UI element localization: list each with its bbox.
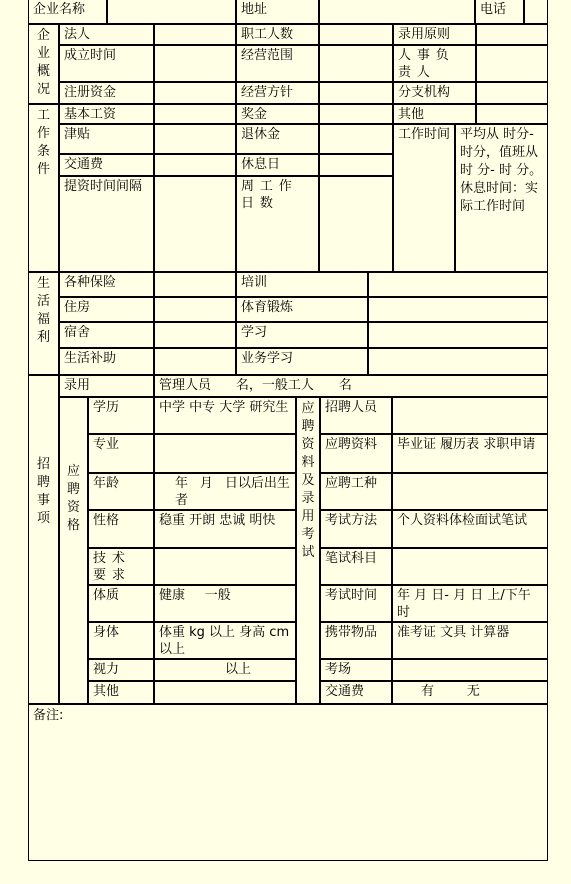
personality-label: 性格 xyxy=(88,510,154,548)
education-label: 学历 xyxy=(88,397,154,434)
address-field[interactable] xyxy=(319,0,475,24)
business-policy-label: 经营方针 xyxy=(236,82,319,104)
sports-field[interactable] xyxy=(368,297,548,322)
skill-field[interactable] xyxy=(154,548,296,585)
rest-day-label: 休息日 xyxy=(236,154,319,176)
transport-fee-value: 有 无 xyxy=(392,681,548,704)
recruiter-label: 招聘人员 xyxy=(320,397,392,434)
education-value: 中学 中专 大学 研究生 xyxy=(154,397,296,434)
business-study-field[interactable] xyxy=(368,348,548,375)
business-scope-label: 经营范围 xyxy=(236,45,319,82)
hiring-principle-field[interactable] xyxy=(476,24,548,45)
business-policy-field[interactable] xyxy=(319,82,393,104)
materials-label: 应聘资料 xyxy=(320,434,392,473)
branches-field[interactable] xyxy=(476,82,548,104)
recruit-section-title: 招聘事项 xyxy=(28,375,59,704)
hr-owner-field[interactable] xyxy=(476,45,548,82)
staff-count-field[interactable] xyxy=(319,24,393,45)
physique-value: 健康 一般 xyxy=(154,585,296,622)
remarks-box[interactable] xyxy=(28,704,548,861)
insurance-label: 各种保险 xyxy=(59,272,154,297)
legal-rep-label: 法人 xyxy=(59,24,154,45)
exam-time-value: 年 月 日- 月 日 上/下午 时 xyxy=(392,585,548,622)
bonus-field[interactable] xyxy=(319,104,393,124)
transport-label: 交通费 xyxy=(59,154,154,176)
hire-value: 管理人员 名，一般工人 名 xyxy=(154,375,548,397)
written-subjects-field[interactable] xyxy=(392,548,548,585)
allowance-label: 津贴 xyxy=(59,124,154,154)
job-type-label: 应聘工种 xyxy=(320,473,392,510)
hiring-principle-label: 录用原则 xyxy=(393,24,476,45)
registered-capital-label: 注册资金 xyxy=(59,82,154,104)
recruiter-field[interactable] xyxy=(392,397,548,434)
exam-venue-field[interactable] xyxy=(392,659,548,681)
insurance-field[interactable] xyxy=(154,272,236,297)
transport-fee-label: 交通费 xyxy=(320,681,392,704)
body-label: 身体 xyxy=(88,622,154,659)
major-field[interactable] xyxy=(154,434,296,473)
dorm-label: 宿舍 xyxy=(59,322,154,348)
vision-label: 视力 xyxy=(88,659,154,681)
base-salary-field[interactable] xyxy=(154,104,236,124)
physique-label: 体质 xyxy=(88,585,154,622)
work-time-label: 工作时间 xyxy=(393,124,455,272)
allowance-field[interactable] xyxy=(154,124,236,154)
materials-value: 毕业证 履历表 求职申请 xyxy=(392,434,548,473)
sports-label: 体育锻炼 xyxy=(236,297,368,322)
founded-label: 成立时间 xyxy=(59,45,154,82)
pension-label: 退休金 xyxy=(236,124,319,154)
business-study-label: 业务学习 xyxy=(236,348,368,375)
weekly-days-field[interactable] xyxy=(319,176,393,272)
staff-count-label: 职工人数 xyxy=(236,24,319,45)
hr-owner-label: 人事负责人 xyxy=(393,45,476,82)
bring-items-label: 携带物品 xyxy=(320,622,392,659)
qual-other-label: 其他 xyxy=(88,681,154,704)
branches-label: 分支机构 xyxy=(393,82,476,104)
phone-label: 电话 xyxy=(475,0,524,24)
base-salary-label: 基本工资 xyxy=(59,104,154,124)
work-section-title: 工作条件 xyxy=(28,104,59,272)
address-label: 地址 xyxy=(236,0,319,24)
age-value: 年 月 日以后出生者 xyxy=(154,473,296,510)
work-time-value: 平均从 时分- 时分，值班从 时 分- 时 分。休息时间：实际工作时间 xyxy=(455,124,548,272)
company-name-label: 企业名称 xyxy=(28,0,107,24)
exam-venue-label: 考场 xyxy=(320,659,392,681)
business-scope-field[interactable] xyxy=(319,45,393,82)
transport-field[interactable] xyxy=(154,154,236,176)
founded-field[interactable] xyxy=(154,45,236,82)
remarks-label: 备注: xyxy=(33,708,64,723)
vision-value: 以上 xyxy=(154,659,296,681)
exam-method-value: 个人资料体检面试笔试 xyxy=(392,510,548,548)
living-subsidy-field[interactable] xyxy=(154,348,236,375)
work-other-label: 其他 xyxy=(393,104,476,124)
age-label: 年龄 xyxy=(88,473,154,510)
welfare-section-title: 生活福利 xyxy=(28,272,59,375)
housing-field[interactable] xyxy=(154,297,236,322)
bonus-label: 奖金 xyxy=(236,104,319,124)
living-subsidy-label: 生活补助 xyxy=(59,348,154,375)
legal-rep-field[interactable] xyxy=(154,24,236,45)
body-value: 体重 kg 以上 身高 cm以上 xyxy=(154,622,296,659)
raise-interval-label: 提资时间间隔 xyxy=(59,176,154,272)
training-field[interactable] xyxy=(368,272,548,297)
skill-label: 技术要求 xyxy=(88,548,154,585)
housing-label: 住房 xyxy=(59,297,154,322)
rest-day-field[interactable] xyxy=(319,154,393,176)
major-label: 专业 xyxy=(88,434,154,473)
bring-items-value: 准考证 文具 计算器 xyxy=(392,622,548,659)
hire-label: 录用 xyxy=(59,375,154,397)
written-subjects-label: 笔试科目 xyxy=(320,548,392,585)
raise-interval-field[interactable] xyxy=(154,176,236,272)
dorm-field[interactable] xyxy=(154,322,236,348)
study-label: 学习 xyxy=(236,322,368,348)
exam-method-label: 考试方法 xyxy=(320,510,392,548)
pension-field[interactable] xyxy=(319,124,393,154)
registered-capital-field[interactable] xyxy=(154,82,236,104)
overview-section-title: 企业概况 xyxy=(28,24,59,104)
weekly-days-label: 周工作日数 xyxy=(236,176,319,272)
study-field[interactable] xyxy=(368,322,548,348)
qualification-title: 应聘资格 xyxy=(59,397,88,704)
exam-title: 应聘资料及录用考试 xyxy=(296,397,320,704)
training-label: 培训 xyxy=(236,272,368,297)
exam-time-label: 考试时间 xyxy=(320,585,392,622)
job-type-field[interactable] xyxy=(392,473,548,510)
personality-value: 稳重 开朗 忠诚 明快 xyxy=(154,510,296,548)
qual-other-field[interactable] xyxy=(154,681,296,704)
company-name-field[interactable] xyxy=(107,0,236,24)
phone-field[interactable] xyxy=(524,0,548,24)
work-other-field[interactable] xyxy=(476,104,548,124)
